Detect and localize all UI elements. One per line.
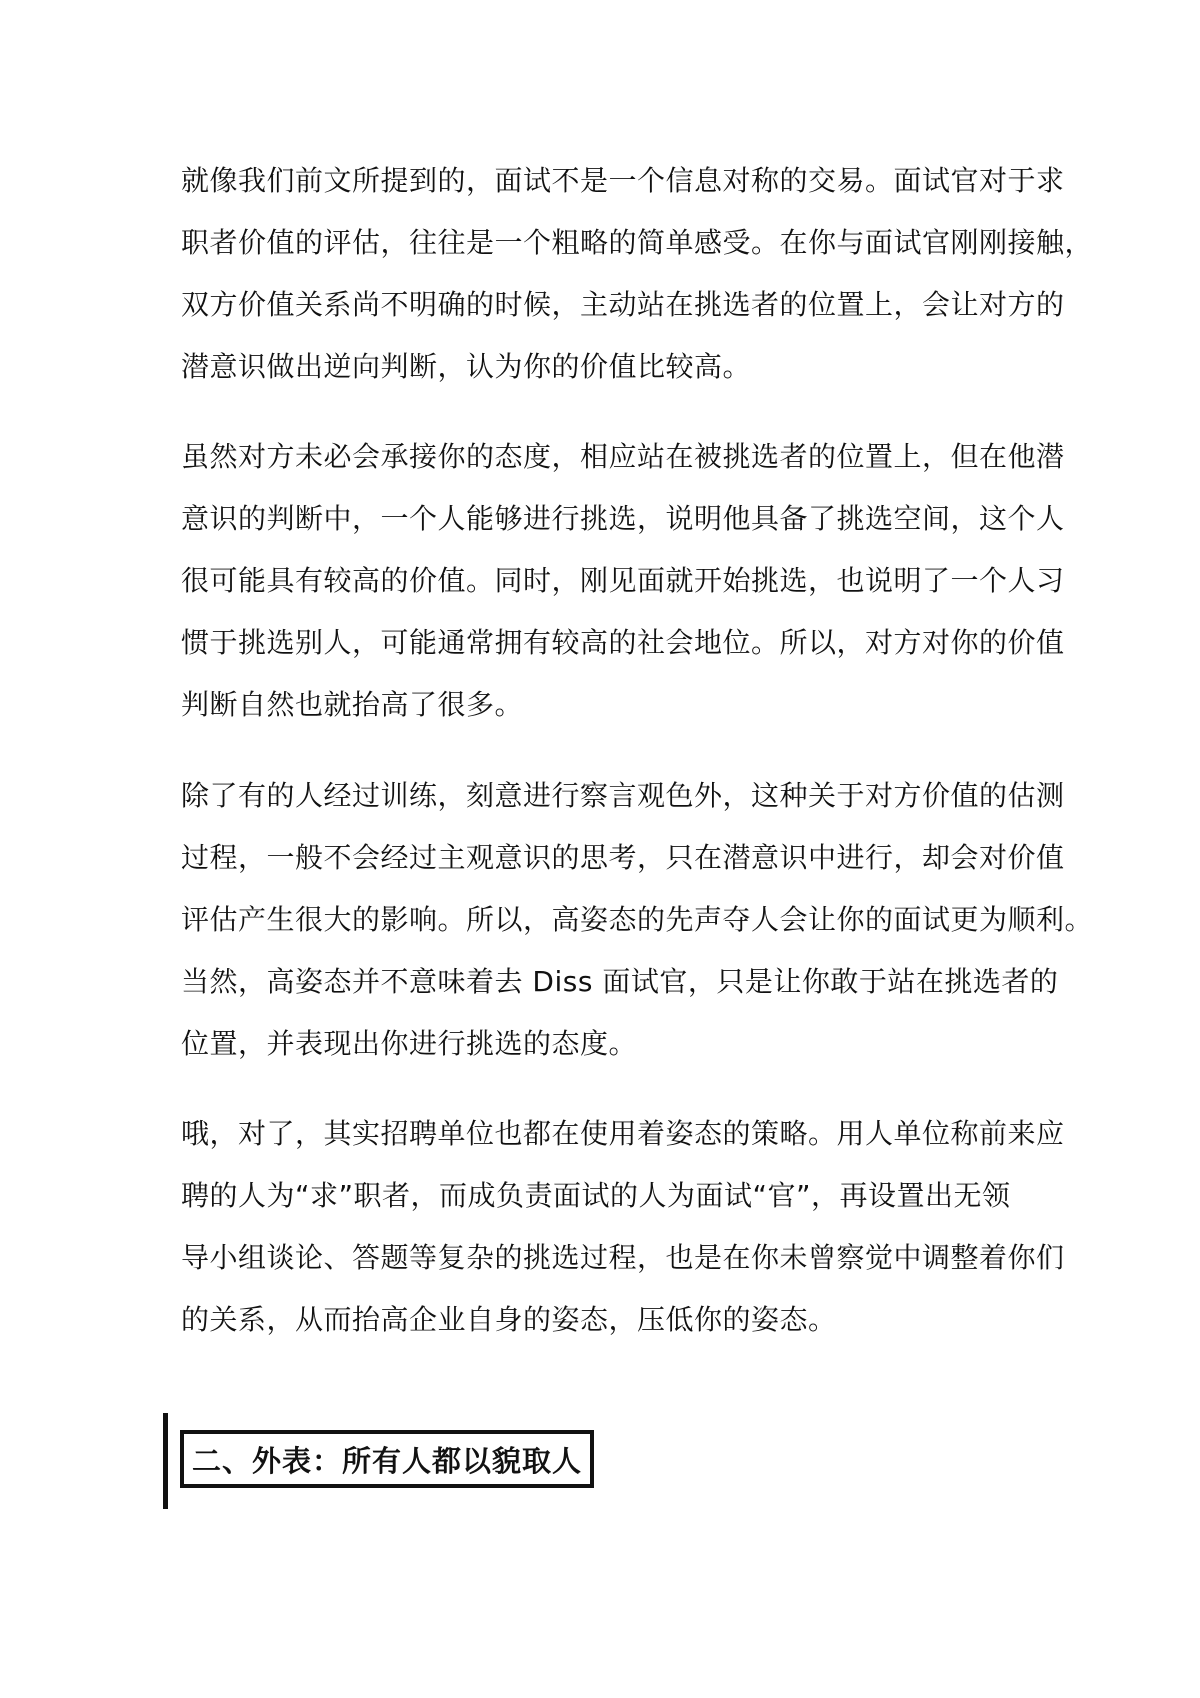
paragraph-2-line: 判断自然也就抬高了很多。 [181,688,524,721]
paragraph-3-line: 当然，高姿态并不意味着去 Diss 面试官，只是让你敢于站在挑选者的 [181,965,1059,998]
paragraph-4-line: 的关系，从而抬高企业自身的姿态，压低你的姿态。 [181,1303,837,1336]
paragraph-3-line: 评估产生很大的影响。所以，高姿态的先声夺人会让你的面试更为顺利。 [181,903,1094,936]
paragraph-1-line: 职者价值的评估，往往是一个粗略的简单感受。在你与面试官刚刚接触， [181,226,1094,259]
heading-accent-bar [163,1413,168,1509]
paragraph-4-line: 导小组谈论、答题等复杂的挑选过程，也是在你未曾察觉中调整着你们 [181,1241,1065,1274]
paragraph-2-line: 很可能具有较高的价值。同时，刚见面就开始挑选，也说明了一个人习 [181,564,1065,597]
paragraph-4-line: 哦，对了，其实招聘单位也都在使用着姿态的策略。用人单位称前来应 [181,1117,1065,1150]
paragraph-1-line: 潜意识做出逆向判断，认为你的价值比较高。 [181,350,752,383]
paragraph-2-line: 虽然对方未必会承接你的态度，相应站在被挑选者的位置上，但在他潜 [181,440,1065,473]
paragraph-4-line: 聘的人为“求”职者，而成负责面试的人为面试“官”，再设置出无领 [181,1179,1011,1212]
section-heading: 二、外表：所有人都以貌取人 [180,1430,594,1488]
paragraph-2-line: 惯于挑选别人，可能通常拥有较高的社会地位。所以，对方对你的价值 [181,626,1065,659]
paragraph-3-line: 过程，一般不会经过主观意识的思考，只在潜意识中进行，却会对价值 [181,841,1065,874]
paragraph-1-line: 就像我们前文所提到的，面试不是一个信息对称的交易。面试官对于求 [181,164,1065,197]
paragraph-3-line: 位置，并表现出你进行挑选的态度。 [181,1027,638,1060]
paragraph-3-line: 除了有的人经过训练，刻意进行察言观色外，这种关于对方价值的估测 [181,779,1065,812]
paragraph-1-line: 双方价值关系尚不明确的时候，主动站在挑选者的位置上，会让对方的 [181,288,1065,321]
paragraph-2-line: 意识的判断中，一个人能够进行挑选，说明他具备了挑选空间，这个人 [181,502,1065,535]
